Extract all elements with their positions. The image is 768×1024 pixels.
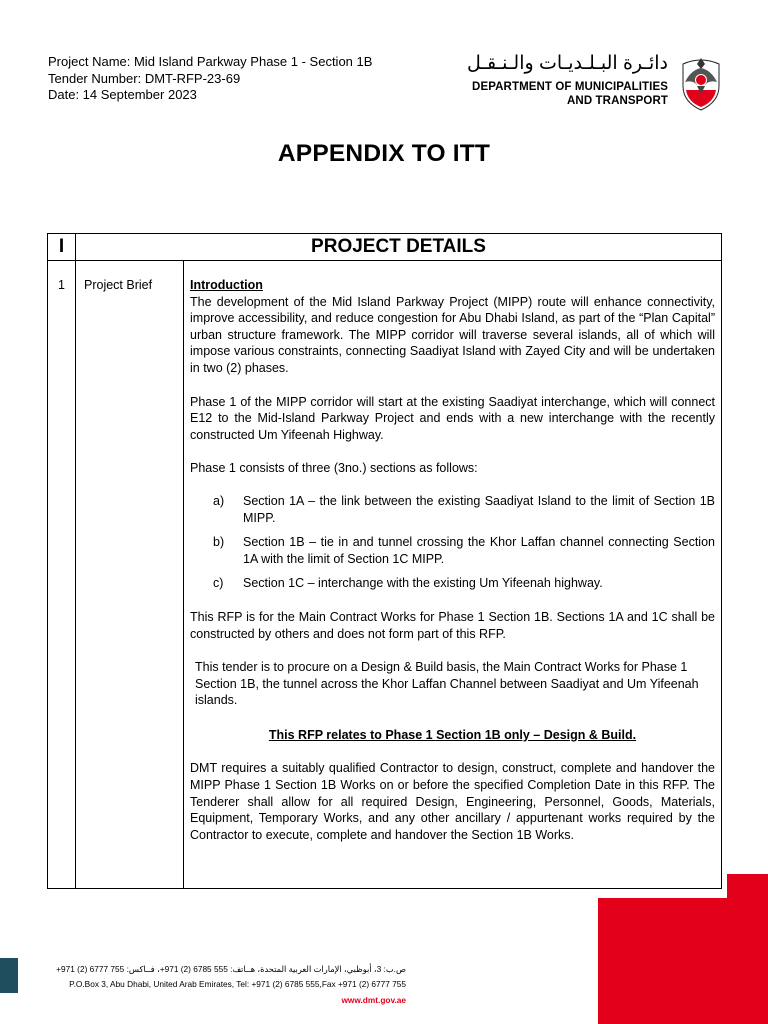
list-item-text: Section 1B – tie in and tunnel crossing the Khor Laffan channel connecting Section 1A with the limit of Section 1C MIPP. <box>243 535 715 566</box>
document-date: Date: 14 September 2023 <box>48 87 197 102</box>
falcon-emblem-icon <box>676 50 726 112</box>
list-item-label: b) <box>213 535 225 550</box>
list-item <box>190 493 715 526</box>
tender-number: Tender Number: DMT-RFP-23-69 <box>48 70 241 86</box>
section-title: PROJECT DETAILS <box>76 234 722 261</box>
section-number: I <box>48 234 76 261</box>
paragraph-phase1: Phase 1 of the MIPP corridor will start at the existing Saadiyat interchange, which will connect E12 to the Mid-Island Parkway Project and ends with a new interchange with the recently constructed Um Yifeenah Highway. <box>190 394 715 442</box>
page-title: APPENDIX TO ITT <box>277 140 491 167</box>
row-number: 1 <box>58 278 65 292</box>
table-row <box>48 261 722 889</box>
row-content-cell <box>184 261 722 889</box>
list-item-text: Section 1A – the link between the existing Saadiyat Island to the limit of Section 1B MIPP. <box>243 493 715 525</box>
footer-english-address: P.O.Box 3, Abu Dhabi, United Arab Emirates, Tel: +971 (2) 6785 555,Fax +971 (2) 6777 755 <box>69 979 406 989</box>
intro-heading: Introduction <box>190 278 263 292</box>
table-header-row <box>48 234 722 261</box>
logo-arabic-name: دائـرة البـلـديـات والـنـقـل <box>467 53 668 74</box>
paragraph-sections-intro: Phase 1 consists of three (3no.) sections as follows: <box>190 461 478 476</box>
paragraph-rfp-scope: This RFP is for the Main Contract Works for Phase 1 Section 1B. Sections 1A and 1C shall be constructed by others and does not form part of this RFP. <box>190 609 715 641</box>
list-item <box>190 534 715 567</box>
logo-english-line2: AND TRANSPORT <box>567 95 668 107</box>
paragraph-procurement: This tender is to procure on a Design & Build basis, the Main Contract Works for Phase 1 Section 1B, the tunnel across the Khor Laffan Channel between Saadiyat and Um Yifeenah islands. <box>195 660 699 708</box>
logo-english-line1: DEPARTMENT OF MUNICIPALITIES <box>472 81 668 93</box>
list-item <box>190 575 715 592</box>
footer-arabic-address: ص.ب: 3، أبوظبي، الإمارات العربية المتحدة، هــاتف: 555 6785 (2) 971+، فــاكس: 755 6777 (2) 971+ <box>56 964 406 974</box>
red-brand-block <box>598 898 768 1024</box>
list-item-label: c) <box>213 576 224 591</box>
row-number-cell <box>48 261 76 889</box>
row-label-cell <box>76 261 184 889</box>
teal-footer-bar <box>0 958 18 993</box>
paragraph-development: The development of the Mid Island Parkway Project (MIPP) route will enhance connectivity, improve accessibility, and reduce congestion for Abu Dhabi Island, as part of the “Plan Capital” urban structure framework. The MIPP corridor will traverse several islands, all of which will impose various constraints, connecting Saadiyat Island with Zayed City and will be undertaken in two (2) phases. <box>190 294 715 375</box>
list-item-text: Section 1C – interchange with the existing Um Yifeenah highway. <box>243 576 603 591</box>
red-brand-block-top <box>727 874 768 899</box>
dmt-logo <box>467 50 726 112</box>
list-item-label: a) <box>213 493 225 508</box>
project-details-table <box>47 233 722 889</box>
sections-list <box>190 493 715 592</box>
project-name: Project Name: Mid Island Parkway Phase 1 - Section 1B <box>48 54 373 69</box>
paragraph-requirements: DMT requires a suitably qualified Contractor to design, construct, complete and handover the MIPP Phase 1 Section 1B Works on or before the specified Completion Date in this RFP. The Tenderer shall allow for all required Design, Engineering, Personnel, Goods, Materials, Equipment, Temporary Works, and any other ancillary / appurtenant works required by the Contractor to execute, complete and handover the Section 1B Works. <box>190 761 715 842</box>
row-label: Project Brief <box>84 278 153 292</box>
scope-note: This RFP relates to Phase 1 Section 1B only – Design & Build. <box>268 727 637 742</box>
project-header <box>48 54 372 104</box>
footer-website-link[interactable]: www.dmt.gov.ae <box>341 995 406 1005</box>
